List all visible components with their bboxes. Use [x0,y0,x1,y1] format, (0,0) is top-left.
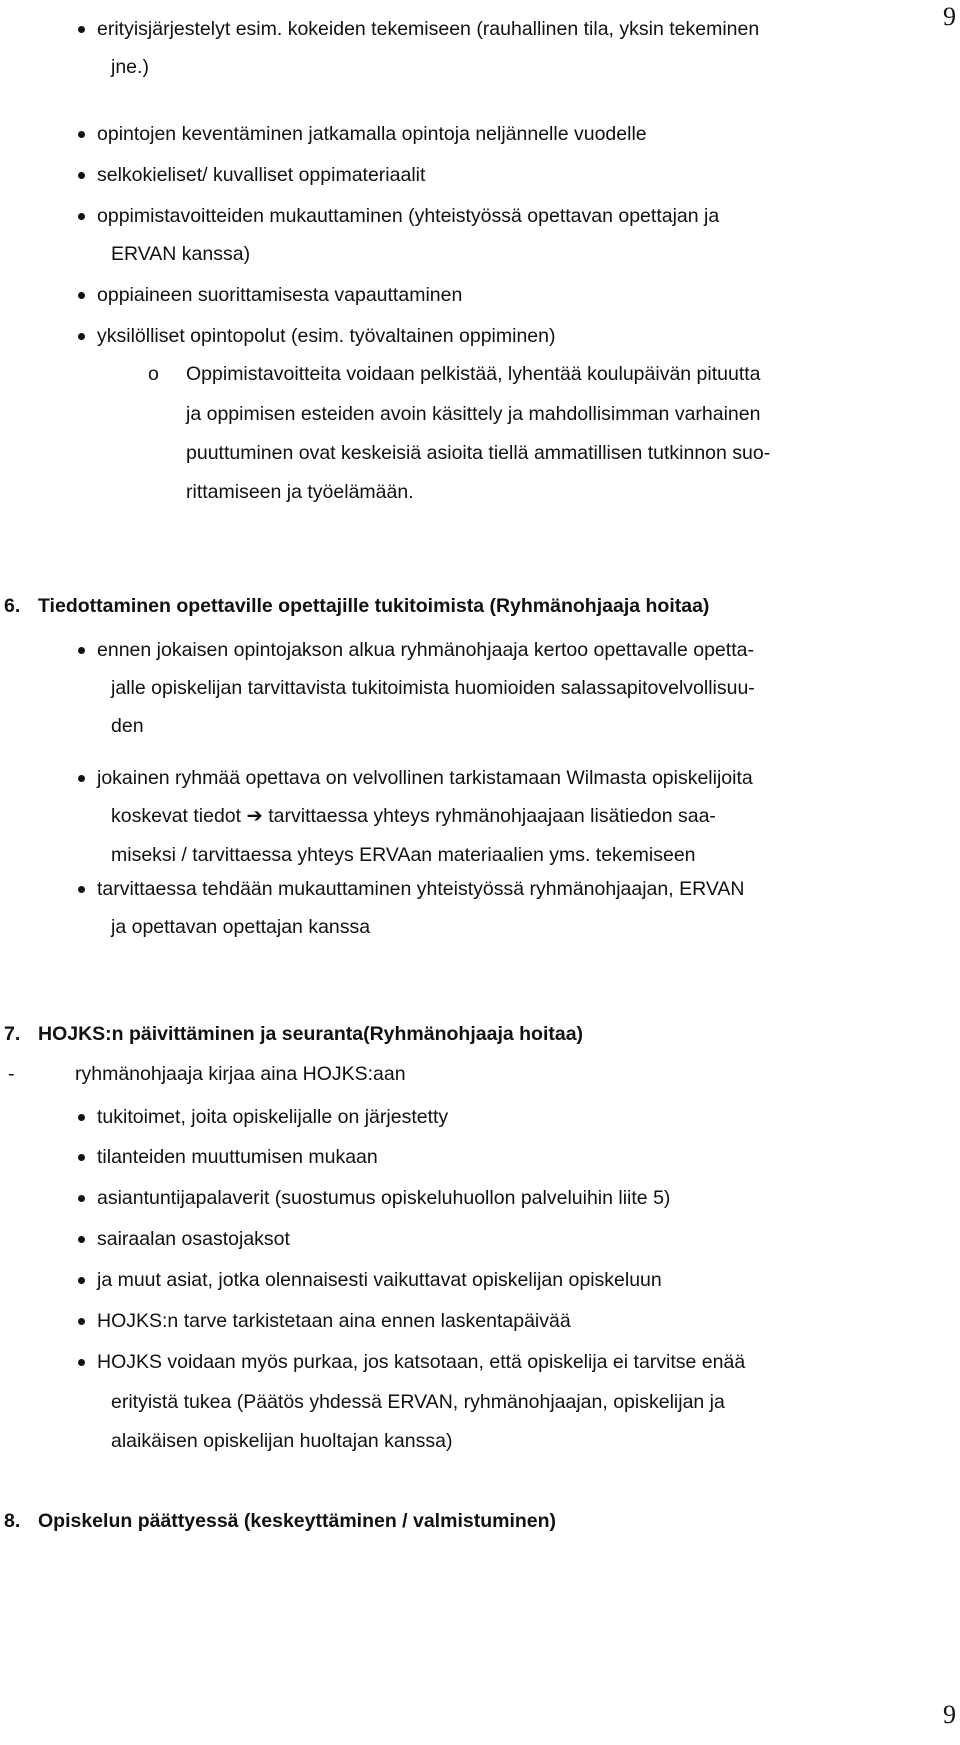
list-item-text: tilanteiden muuttumisen mukaan [97,1146,378,1168]
sub-bullet-marker: o [148,363,159,385]
bullet-icon [78,1318,85,1325]
list-item-text: ERVAN kanssa) [111,243,251,265]
bullet-icon [78,292,85,299]
sub-item-text: ja oppimisen esteiden avoin käsittely ja mahdollisimman varhainen [186,403,761,425]
bullet-icon [78,1154,85,1161]
bullet-icon [78,886,85,893]
list-item-text: erityisjärjestelyt esim. kokeiden tekemiseen (rauhallinen tila, yksin tekeminen [97,18,760,40]
list-item-text: miseksi / tarvittaessa yhteys ERVAan materiaalien yms. tekemiseen [111,844,696,866]
list-item-text: ennen jokaisen opintojakson alkua ryhmänohjaaja kertoo opettavalle opetta- [97,639,754,661]
sub-item-text: Oppimistavoitteita voidaan pelkistää, lyhentää koulupäivän pituutta [186,363,761,385]
list-item-text: tukitoimet, joita opiskelijalle on järjestetty [97,1106,449,1128]
bullet-icon [78,333,85,340]
list-item-text: oppiaineen suorittamisesta vapauttaminen [97,284,463,306]
bullet-icon [78,1359,85,1366]
list-item-text: oppimistavoitteiden mukauttaminen (yhteistyössä opettavan opettajan ja [97,205,720,227]
section-8-title: Opiskelun päättyessä (keskeyttäminen / valmistuminen) [38,1510,557,1532]
list-item-text: jalle opiskelijan tarvittavista tukitoimista huomioiden salassapitovelvollisuu- [111,677,755,699]
list-item-text: HOJKS:n tarve tarkistetaan aina ennen laskentapäivää [97,1310,571,1332]
page-number-bottom: 9 [943,1700,956,1729]
bullet-icon [78,1195,85,1202]
section-6-title: Tiedottaminen opettaville opettajille tukitoimista (Ryhmänohjaaja hoitaa) [38,595,710,617]
bullet-icon [78,1277,85,1284]
section-7-title: HOJKS:n päivittäminen ja seuranta(Ryhmänohjaaja hoitaa) [38,1023,584,1045]
bullet-icon [78,1236,85,1243]
dash-marker: - [8,1063,15,1085]
list-item-text: sairaalan osastojaksot [97,1228,290,1250]
list-item-text: selkokieliset/ kuvalliset oppimateriaalit [97,164,426,186]
bullet-icon [78,775,85,782]
bullet-icon [78,131,85,138]
list-item-text: yksilölliset opintopolut (esim. työvaltainen oppiminen) [97,325,556,347]
sub-item-text: rittamiseen ja työelämään. [186,481,414,503]
list-item-text: erityistä tukea (Päätös yhdessä ERVAN, ryhmänohjaajan, opiskelijan ja [111,1391,725,1413]
list-item-text: jokainen ryhmää opettava on velvollinen tarkistamaan Wilmasta opiskelijoita [97,767,753,789]
bullet-icon [78,647,85,654]
list-item-text: alaikäisen opiskelijan huoltajan kanssa) [111,1430,453,1452]
list-item-text: ja muut asiat, jotka olennaisesti vaikuttavat opiskelijan opiskeluun [97,1269,662,1291]
list-item-text: ja opettavan opettajan kanssa [111,916,371,938]
list-item-text: HOJKS voidaan myös purkaa, jos katsotaan, että opiskelija ei tarvitse enää [97,1351,746,1373]
bullet-icon [78,213,85,220]
bullet-icon [78,26,85,33]
bullet-icon [78,1114,85,1121]
list-item-text: den [111,715,144,737]
section-6-number: 6. [4,595,21,617]
list-item-text: koskevat tiedot ➔ tarvittaessa yhteys ryhmänohjaajaan lisätiedon saa- [111,805,716,827]
list-item-text: jne.) [111,56,149,78]
section-7-number: 7. [4,1023,21,1045]
list-item-text: tarvittaessa tehdään mukauttaminen yhteistyössä ryhmänohjaajan, ERVAN [97,878,745,900]
dash-item-text: ryhmänohjaaja kirjaa aina HOJKS:aan [75,1063,406,1085]
page-number-top: 9 [943,2,956,31]
bullet-icon [78,172,85,179]
section-8-number: 8. [4,1510,21,1532]
sub-item-text: puuttuminen ovat keskeisiä asioita tiellä ammatillisen tutkinnon suo- [186,442,771,464]
list-item-text: asiantuntijapalaverit (suostumus opiskeluhuollon palveluihin liite 5) [97,1187,671,1209]
list-item-text: opintojen keventäminen jatkamalla opintoja neljännelle vuodelle [97,123,647,145]
